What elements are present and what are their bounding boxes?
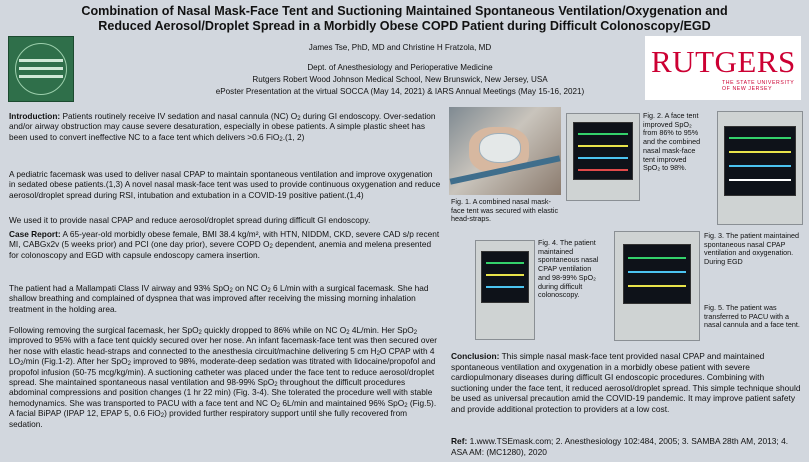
figure-1-photo [449, 107, 561, 195]
pediatric-facemask-paragraph: A pediatric facemask was used to deliver nasal CPAP to maintain spontaneous ventilation and improve oxygenation in sedated obese patients.(1,3) A novel nasal mask-face tent was used to provide continuous oxygenation and reduce aerosol/droplet spread during RSI, intubation and extubation in a COVID-19 positive patient.(1,4) [9, 169, 441, 200]
references-label: Ref: [451, 436, 468, 446]
title-line-2: Reduced Aerosol/Droplet Spread in a Morbidly Obese COPD Patient during Difficult Colonoscopy/EGD [98, 19, 711, 33]
procedure-paragraph: Following removing the surgical facemask, her SpO$_2$ quickly dropped to 86% while on NC $O_2$ 4L/min. Her SpO$_2$ improved to 95% with a face tent quickly secured over her nose. An infant facemask-face tent was then secured over her nose with elastic head-straps and connected to the anesthesia circuit/machine delivering 5 cm $H_2O$ CPAP with 4 $LO_2/\min$ (Fig.1-2). After her SpO$_2$ improved to 98%, moderate-deep sedation was titrated with lidocaine/propofol and propofol infusion (50-75 mcg/kg/min). A suctioning catheter was placed under the face tent to reduce aerosol/droplet spread. She maintained spontaneous nasal ventilation and 98-99% SpO$_2$ throughout the difficult procedures abdominal compressions and position changes (1 hr 22 min) (Fig. 3-4). She tolerated the procedure well with stable hemodynamics. She was transported to PACU with a face tent and NC $O_2$ 6L/min and maintained 96% SpO$_2$ (Fig.5). A facial BiPAP (IPAP 12, EPAP 5, 0.6 FiO$_2$) provided further respiratory support until she fully recovered from sedation. [9, 325, 437, 429]
figure-2-monitor [566, 113, 640, 201]
figure-3-caption: Fig. 3. The patient maintained spontaneous nasal CPAP ventilation and oxygenation. During EGD [704, 231, 799, 267]
presentation-note: ePoster Presentation at the virtual SOCCA (May 14, 2021) & IARS Annual Meetings (May 15-16, 2021) [215, 87, 585, 96]
conclusion-label: Conclusion: [451, 351, 500, 361]
conclusion-paragraph: Conclusion: This simple nasal mask-face tent provided nasal CPAP and maintained spontaneous ventilation and oxygenation in a morbidly obese patient with severe cardiopulmonary diseases during difficult GI endoscopic procedures. Combining with suctioning under the face tent, it reduced aerosol/droplet spread. This simple technique should be used as universal precaution amid the COVID-19 pandemic. It may improve patient safety and provide additional protection to providers at a low cost. [451, 351, 801, 414]
case-report-paragraph: Case Report: A 65-year-old morbidly obese female, BMI 38.4 kg/m², with HTN, NIDDM, CKD, severe CAD s/p recent MI, CABGx2v (5 weeks prior) and PCI (one day prior), severe COPD $O_2$ dependent, anemia and melena presented for colonoscopy and EGD with capsule endoscopy camera insertion. [9, 229, 440, 260]
figure-4-monitor [475, 240, 535, 340]
purpose-paragraph: We used it to provide nasal CPAP and reduce aerosol/droplet spread during difficult GI endoscopy. [9, 215, 371, 225]
rutgers-tagline: THE STATE UNIVERSITY OF NEW JERSEY [722, 80, 795, 92]
rutgers-wordmark: RUTGERS [651, 44, 796, 79]
authors: James Tse, PhD, MD and Christine H Fratzola, MD [308, 43, 492, 52]
references: Ref: 1.www.TSEmask.com; 2. Anesthesiology 102:484, 2005; 3. SAMBA 28th AM, 2013; 4. ASA AM: (MC1280), 2020 [451, 436, 789, 457]
introduction-label: Introduction: [9, 111, 61, 121]
poster-title [0, 4, 809, 34]
figure-2-caption: Fig. 2. A face tent improved SpO₂ from 86% to 95% and the combined nasal mask-face tent improved SpO₂ to 98%. [643, 111, 701, 173]
school: Rutgers Robert Wood Johnson Medical School, New Brunswick, New Jersey, USA [252, 75, 548, 84]
figure-1-caption: Fig. 1. A combined nasal mask-face tent was secured with elastic head-straps. [451, 197, 559, 224]
figure-5-caption: Fig. 5. The patient was transferred to PACU with a nasal cannula and a face tent. [704, 303, 800, 330]
rwjms-seal-icon [8, 36, 74, 102]
department: Dept. of Anesthesiology and Perioperative Medicine [307, 63, 493, 72]
introduction-paragraph: Introduction: Patients routinely receive IV sedation and nasal cannula (NC) $O_2$ during GI endoscopy. Over-sedation and/or airway obstruction may cause severe desaturation, especially in obese patients. A simple plastic sheet has been used to convert ineffective NC to a face tent which delivers >0.6 FiO$_2$.(1, 2) [9, 111, 436, 143]
title-line-1: Combination of Nasal Mask-Face Tent and Suctioning Maintained Spontaneous Ventilation/Oxygenation and [81, 4, 728, 18]
figure-3-second-monitor [614, 231, 700, 341]
figure-4-caption: Fig. 4. The patient maintained spontaneous nasal CPAP ventilation and 98-99% SpO₂ during difficult colonoscopy. [538, 238, 599, 300]
airway-paragraph: The patient had a Mallampati Class IV airway and 93% SpO$_2$ on NC $O_2$ 6 L/min with a surgical facemask. She had shallow breathing and complained of dyspnea that was improved after receiving the missing morning inhalation treatment in the holding area. [9, 283, 429, 314]
rutgers-logo [645, 36, 801, 100]
figure-3-monitor [717, 111, 803, 225]
case-report-label: Case Report: [9, 229, 61, 239]
